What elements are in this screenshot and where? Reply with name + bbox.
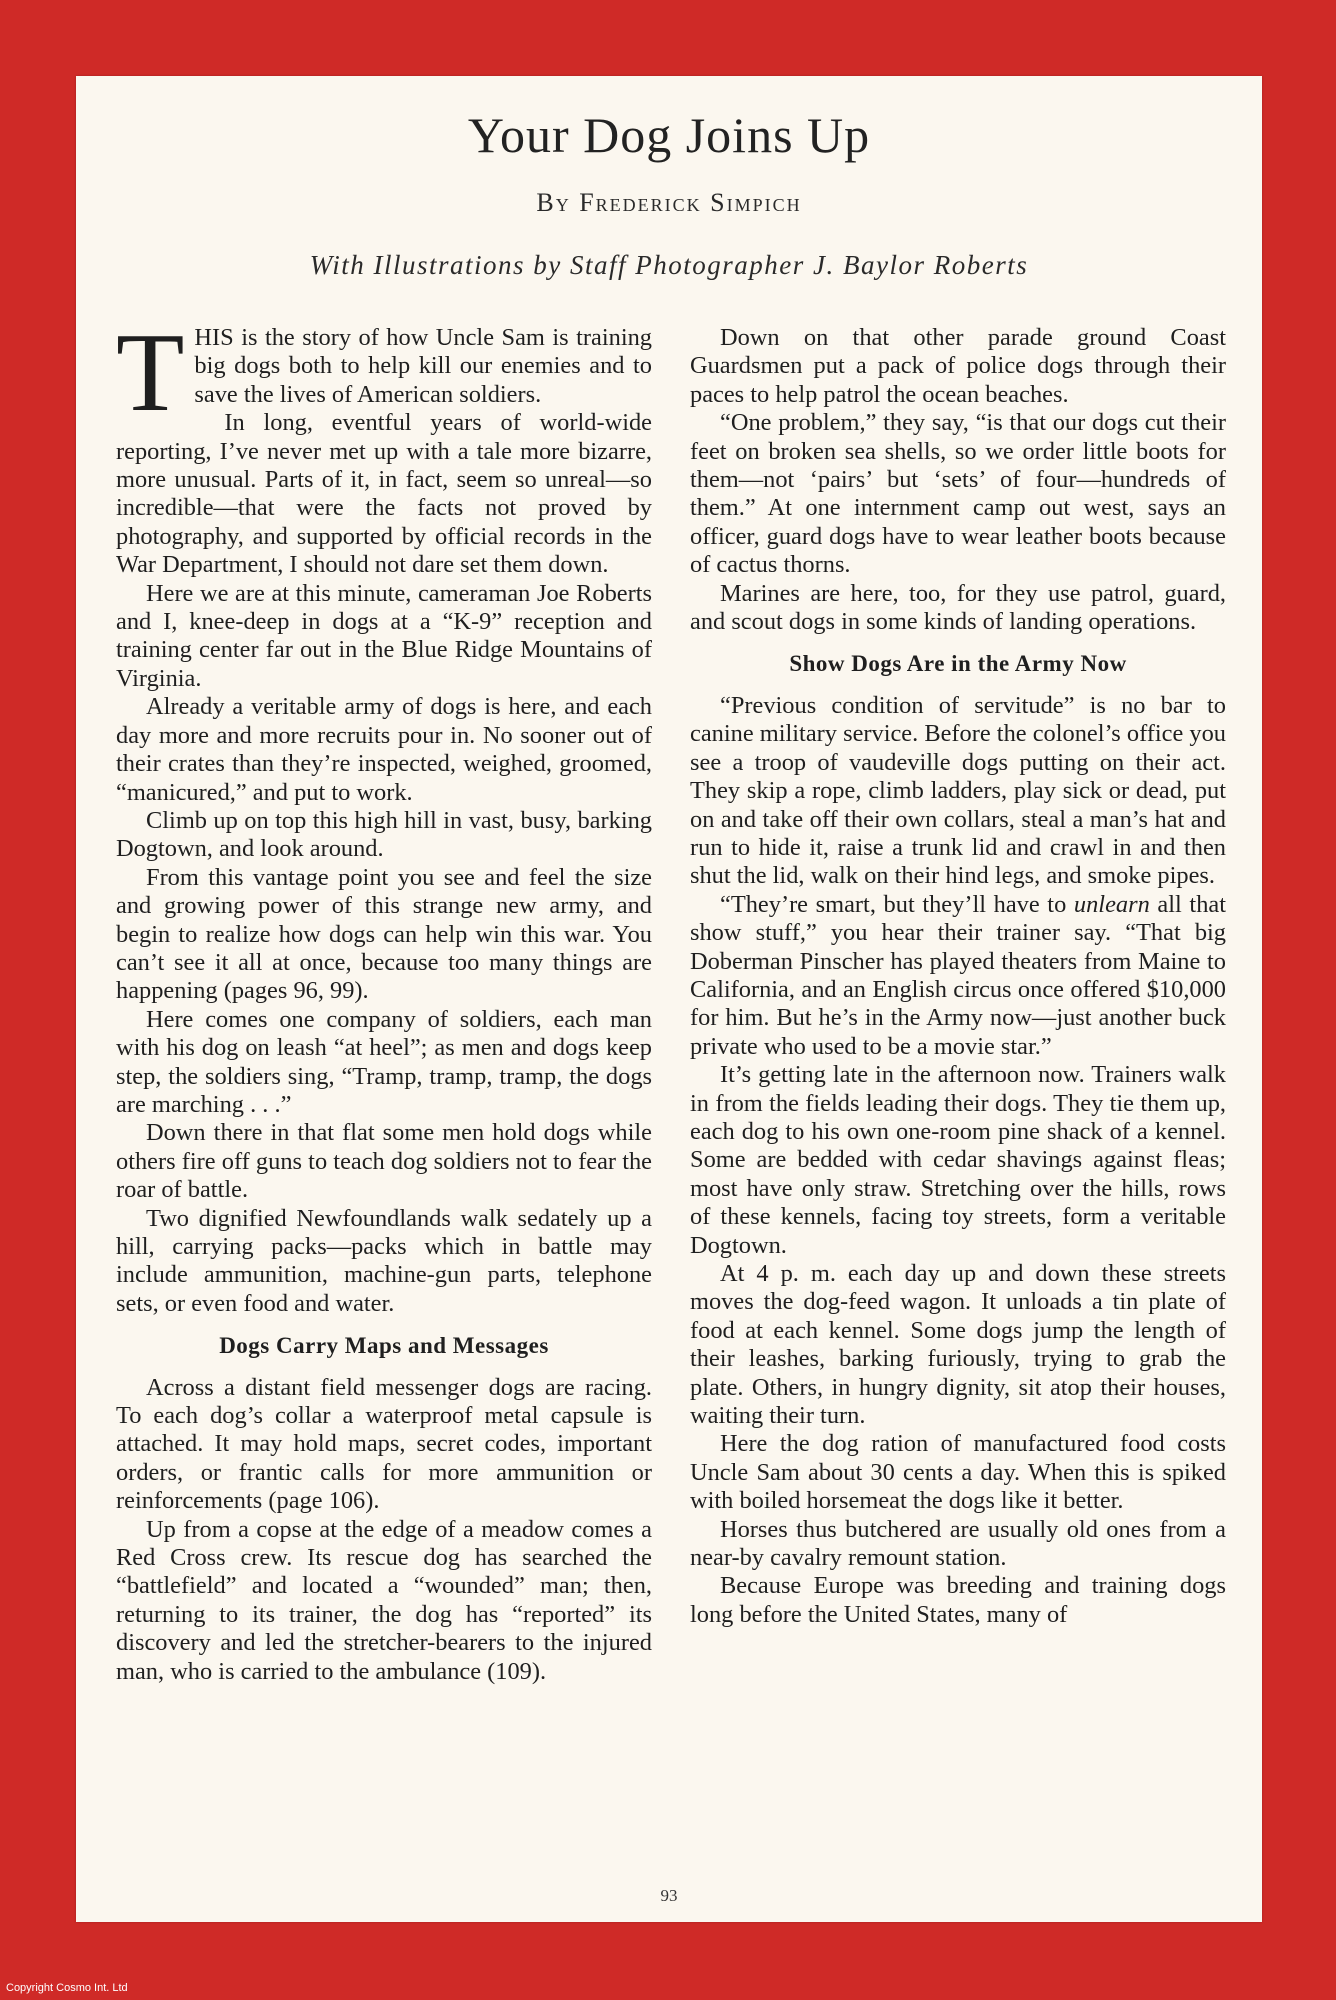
- paragraph: From this vantage point you see and feel the size and growing power of this strange new army, and begin to realize how dogs can help win this war. You can’t see it all at once, because too many things are happening (pages 96, 99).: [116, 863, 652, 1005]
- page-number: 93: [660, 1886, 678, 1905]
- paragraph: Down there in that flat some men hold dogs while others fire off guns to teach dog soldiers not to fear the roar of battle.: [116, 1119, 652, 1204]
- paragraph: Horses thus butchered are usually old ones from a near-by cavalry remount station.: [690, 1515, 1226, 1572]
- section-heading: Dogs Carry Maps and Messages: [219, 1333, 549, 1359]
- article-byline: By Frederick Simpich: [536, 188, 802, 217]
- paragraph: In long, eventful years of world-wide reporting, I’ve never met up with a tale more bizarre, more unusual. Parts of it, in fact, seem so unreal—so incredible—that were the facts not proved by photography, and supported by official records in the War Department, I should not dare set them down.: [116, 409, 652, 579]
- magazine-page: [76, 76, 1262, 1922]
- section-heading: Show Dogs Are in the Army Now: [789, 651, 1127, 677]
- paragraph: Here we are at this minute, cameraman Joe Roberts and I, knee-deep in dogs at a “K-9” reception and training center far out in the Blue Ridge Mountains of Virginia.: [116, 579, 652, 692]
- paragraph: “Previous condition of servitude” is no bar to canine military service. Before the colonel’s office you see a troop of vaudeville dogs putting on their act. They skip a rope, climb ladders, play sick or dead, put on and take off their own collars, steal a man’s hat and run to hide it, raise a trunk lid and crawl in and then shut the lid, walk on their hind legs, and smoke pipes.: [690, 691, 1226, 890]
- left-column: [116, 311, 652, 1686]
- paragraph: “They’re smart, but they’ll have to unlearn all that show stuff,” you hear their trainer say. “That big Doberman Pinscher has played theaters from Maine to California, and an English circus once offered $10,000 for him. But he’s in the Army now—just another buck private who used to be a movie star.”: [690, 890, 1226, 1060]
- paragraph: Down on that other parade ground Coast Guardsmen put a pack of police dogs through their paces to help patrol the ocean beaches.: [690, 324, 1226, 408]
- illustration-credit: With Illustrations by Staff Photographer J. Baylor Roberts: [309, 250, 1029, 280]
- paragraph: Here comes one company of soldiers, each man with his dog on leash “at heel”; as men and dogs keep step, the soldiers sing, “Tramp, tramp, tramp, the dogs are marching . . .”: [116, 1005, 652, 1118]
- paragraph: At 4 p. m. each day up and down these streets moves the dog-feed wagon. It unloads a tin plate of food at each kennel. Some dogs jump the length of their leashes, barking furiously, trying to grab the plate. Others, in hungry dignity, sit atop their houses, waiting their turn.: [690, 1260, 1226, 1430]
- paragraph: Marines are here, too, for they use patrol, guard, and scout dogs in some kinds of landing operations.: [690, 579, 1226, 636]
- emphasis: unlearn: [1073, 890, 1150, 918]
- paragraph: Across a distant field messenger dogs are racing. To each dog’s collar a waterproof metal capsule is attached. It may hold maps, secret codes, important orders, or frantic calls for more ammunition or reinforcements (page 106).: [116, 1373, 652, 1515]
- paragraph: It’s getting late in the afternoon now. Trainers walk in from the fields leading their dogs. They tie them up, each dog to his own one-room pine shack of a kennel. Some are bedded with cedar shavings against fleas; most have only straw. Stretching over the hills, rows of these kennels, facing toy streets, form a veritable Dogtown.: [690, 1061, 1226, 1259]
- right-column: [690, 324, 1226, 1629]
- paragraph: Climb up on top this high hill in vast, busy, barking Dogtown, and look around.: [116, 806, 652, 863]
- paragraph: Two dignified Newfoundlands walk sedately up a hill, carrying packs—packs which in battle may include ammunition, machine-gun parts, telephone sets, or even food and water.: [116, 1204, 652, 1317]
- copyright-notice: Copyright Cosmo Int. Ltd: [6, 1982, 128, 1994]
- paragraph: Here the dog ration of manufactured food costs Uncle Sam about 30 cents a day. When this is spiked with boiled horsemeat the dogs like it better.: [690, 1430, 1226, 1515]
- paragraph: “One problem,” they say, “is that our dogs cut their feet on broken sea shells, so we order little boots for them—not ‘pairs’ but ‘sets’ of four—hundreds of them.” At one internment camp out west, says an officer, guard dogs have to wear leather boots because of cactus thorns.: [690, 409, 1226, 579]
- paragraph: THIS is the story of how Uncle Sam is training big dogs both to help kill our enemies and to save the lives of American soldiers.: [116, 311, 652, 435]
- paragraph: Already a veritable army of dogs is here, and each day more and more recruits pour in. No sooner out of their crates than they’re inspected, weighed, groomed, “manicured,” and put to work.: [116, 693, 652, 806]
- drop-cap: T: [116, 311, 185, 435]
- paragraph: Up from a copse at the edge of a meadow comes a Red Cross crew. Its rescue dog has searched the “battlefield” and located a “wounded” man; then, returning to its trainer, the dog has “reported” its discovery and led the stretcher-bearers to the injured man, who is carried to the ambulance (109).: [116, 1515, 652, 1685]
- paragraph: Because Europe was breeding and training dogs long before the United States, many of: [690, 1572, 1226, 1628]
- article-title: Your Dog Joins Up: [467, 107, 871, 163]
